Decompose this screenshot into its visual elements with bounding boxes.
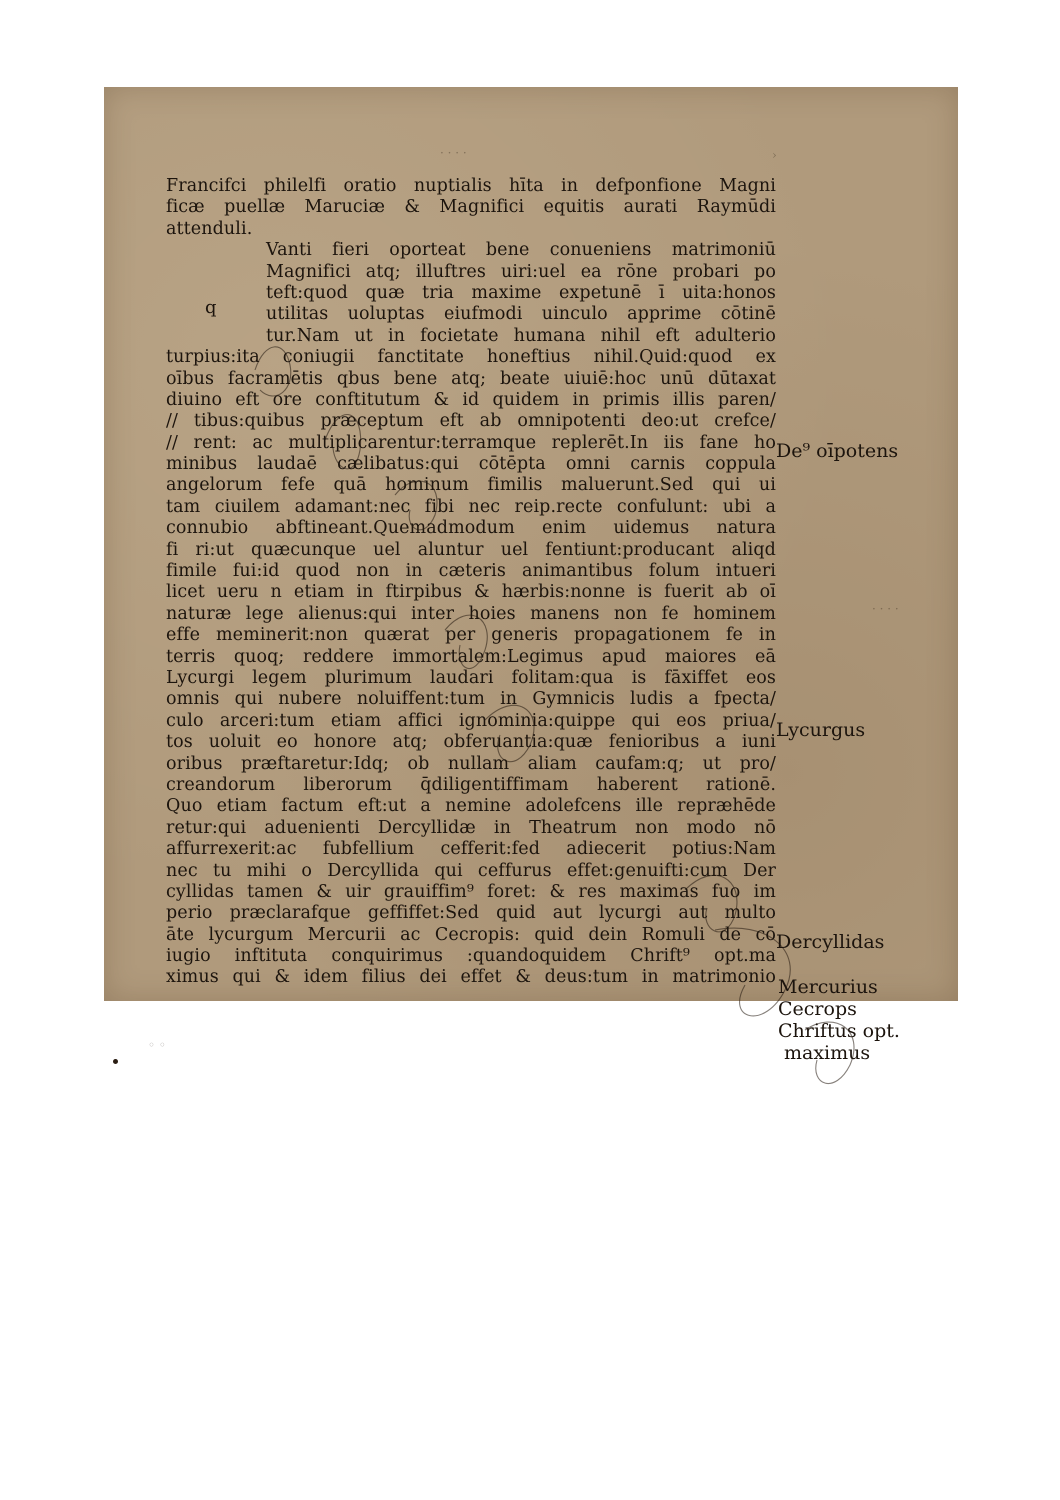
text-line: tos uoluit eo honore atq; obferuantia:quæ fenioribus a iuni (166, 732, 776, 753)
text-line: effe meminerit:non quærat per generis propagationem fe in (166, 625, 776, 646)
pen-flourish (805, 1022, 854, 1083)
text-line: Vanti fieri oporteat bene conueniens matrimoniū (266, 240, 776, 261)
text-line: Quo etiam factum eft:ut a nemine adolefcens ille repræhēde (166, 796, 776, 817)
text-line: nec tu mihi o Dercyllida qui ceffurus effet:genuifti:cum Der (166, 860, 776, 881)
text-line: connubio abftineant.Quemadmodum enim uidemus natura (166, 518, 776, 539)
show-through-mark: · · · · (440, 146, 467, 160)
guide-letter: q (205, 297, 217, 318)
text-line: oribus præftaretur:Idq; ob nullam aliam caufam:q; ut pro/ (166, 753, 776, 774)
text-line: fi ri:ut quæcunque uel aluntur uel fentiunt:producant aliqd (166, 539, 776, 560)
text-line: fimile fui:id quod non in cæteris animantibus folum intueri (166, 561, 776, 582)
text-line: āte lycurgum Mercurii ac Cecropis: quid dein Romuli de cō (166, 924, 776, 945)
text-line: teft:quod quæ tria maxime expetunē ī uita:honos (266, 282, 776, 303)
margin-note: Chriftus opt. (778, 1020, 900, 1042)
text-line: Magnifici atq; illuftres uiri:uel ea rōne probari po (266, 261, 776, 282)
margin-note: Mercurius (778, 976, 878, 998)
text-line: creandorum liberorum q̄diligentiffimam haberent rationē. (166, 774, 776, 795)
pen-flourish (325, 415, 361, 469)
margin-note: Dercyllidas (776, 931, 885, 953)
pen-flourish-overlay (245, 330, 885, 1110)
text-line: iugio inftituta conquirimus :quandoquidem Chrift⁹ opt.ma (166, 946, 776, 967)
text-line: licet ueru n etiam in ftirpibus & hærbis:nonne is fuerit ab oī (166, 582, 776, 603)
text-line: culo arceri:tum etiam affici ignominia:quippe qui eos priua/ (166, 710, 776, 731)
text-line: tur.Nam ut in focietate humana nihil eft adulterio (266, 325, 776, 346)
text-line: attenduli. (166, 218, 253, 239)
text-line: angelorum fefe quā hominum fimilis maluerunt.Sed qui ui (166, 475, 776, 496)
text-line: ficæ puellæ Maruciæ & Magnifici equitis aurati Raymūdi (166, 197, 776, 218)
pen-flourish (685, 875, 737, 931)
pen-flourish (255, 347, 291, 396)
text-line: Francifci philelfi oratio nuptialis hīta in defponfione Magni (166, 176, 776, 196)
text-line: turpius:ita coniugii fanctitate honeftius nihil.Quid:quod ex (166, 347, 776, 368)
text-line: diuino eft ore conftitutum & id quidem in primis illis paren/ (166, 389, 776, 410)
text-line: perio præclarafque geffiffet:Sed quid aut lycurgi aut multo (166, 903, 776, 924)
margin-note: maximus (784, 1042, 871, 1064)
text-line: omnis qui nubere noluiffent:tum in Gymnicis ludis a fpecta/ (166, 689, 776, 710)
text-line: naturæ lege alienus:qui inter hoies manens non fe hominem (166, 603, 776, 624)
text-line: utilitas uoluptas eiufmodi uinculo apprime cōtinē (266, 304, 776, 325)
pen-flourish (485, 705, 534, 761)
pen-flourish (395, 481, 437, 530)
text-line: tam ciuilem adamant:nec fibi nec reip.recte confulunt: ubi a (166, 496, 776, 517)
text-line: ximus qui & idem filius dei effet & deus:tum in matrimonio (166, 967, 776, 988)
text-line: cyllidas tamen & uir grauiffim⁹ foret: & res maximas fuo im (166, 881, 776, 902)
show-through-mark: · · · · (872, 602, 899, 616)
text-line: terris quoq; reddere immortalem:Legimus apud maiores eā (166, 646, 776, 667)
text-line: retur:qui aduenienti Dercyllidæ in Theatrum non modo nō (166, 817, 776, 838)
margin-note: Lycurgus (776, 719, 866, 741)
show-through-mark: ◦ ◦ (148, 1038, 166, 1052)
show-through-mark: › (772, 148, 777, 162)
ink-spot (113, 1059, 118, 1064)
text-line: Lycurgi legem plurimum laudari folitam:qua is fāxiffet eos (166, 667, 776, 688)
text-line: affurrexerit:ac fubfellium cefferit:fed adiecerit potius:Nam (166, 839, 776, 860)
text-line: // rent: ac multiplicarentur:terramque replerēt.In iis fane ho (166, 432, 776, 453)
text-line: // tibus:quibus præceptum eft ab omnipotenti deo:ut crefce/ (166, 411, 776, 432)
pen-flourish (445, 615, 487, 668)
text-line: minibus laudaē cælibatus:qui cōtēpta omni carnis coppula (166, 454, 776, 475)
margin-note: Cecrops (778, 998, 857, 1020)
pen-flourish (715, 928, 790, 1016)
text-line: oībus facramētis qbus bene atq; beate uiuiē:hoc unū dūtaxat (166, 368, 776, 389)
margin-note: De⁹ oīpotens (776, 440, 899, 462)
